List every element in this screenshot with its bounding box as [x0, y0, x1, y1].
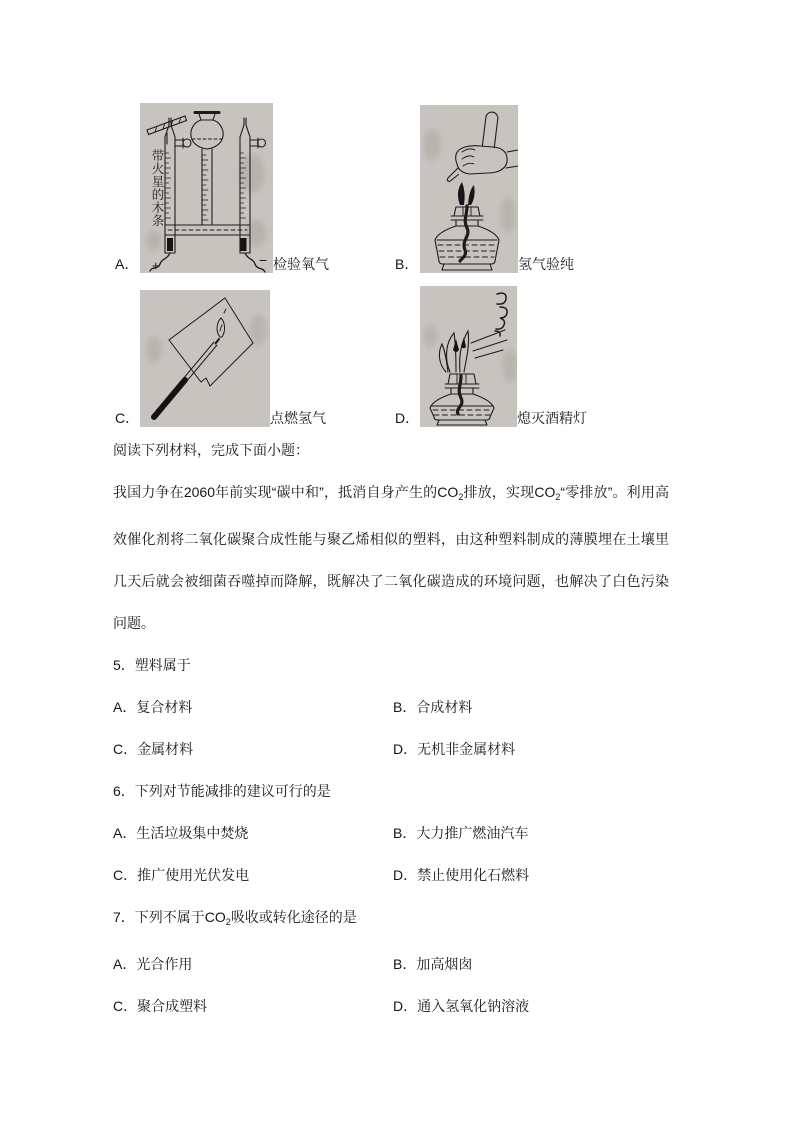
reading-paragraph — [113, 471, 669, 644]
question-7-option-a: A．光合作用 — [113, 956, 193, 972]
question-5-option-a: A．复合材料 — [113, 699, 193, 715]
figure-box-a — [140, 103, 273, 273]
question-5-options-row-2 — [113, 728, 669, 770]
text-block — [113, 429, 669, 1027]
electrode-plus-label: + — [152, 258, 160, 273]
figure-box-d — [420, 286, 517, 427]
figure-option-a — [113, 103, 393, 273]
question-5-option-d: D．无机非金属材料 — [393, 741, 516, 757]
question-5-option-b: B．合成材料 — [393, 699, 473, 715]
ignite-hydrogen-figure — [140, 290, 270, 427]
question-7-option-d: D．通入氢氧化钠溶液 — [393, 998, 530, 1014]
question-7-options-row-1 — [113, 943, 669, 985]
question-7-option-c: C．聚合成塑料 — [113, 998, 208, 1014]
option-letter-a: A． — [115, 256, 139, 272]
figure-caption-c: 点燃氢气 — [270, 410, 326, 426]
paragraph-segment: 排放，实现CO — [463, 484, 556, 500]
question-6-option-d: D．禁止使用化石燃料 — [393, 867, 530, 883]
figure-box-c — [140, 290, 270, 427]
question-6-option-c: C．推广使用光伏发电 — [113, 867, 250, 883]
figure-caption-d: 熄灭酒精灯 — [517, 410, 587, 426]
co2-subscript: 2 — [555, 492, 561, 502]
figure-box-b — [420, 105, 518, 273]
question-5-stem: 5．塑料属于 — [113, 657, 191, 673]
question-6-option-b: B．大力推广燃油汽车 — [393, 825, 529, 841]
glowing-splint-annotation: 带火星的木条 — [150, 149, 164, 227]
option-letter-d: D． — [395, 410, 420, 426]
question-7-option-b: B．加高烟囱 — [393, 956, 473, 972]
option-letter-c: C． — [115, 410, 140, 426]
figure-option-c — [113, 290, 393, 427]
question-5-options-row-1 — [113, 686, 669, 728]
electrode-minus-label: − — [259, 252, 268, 268]
figure-caption-a: 检验氧气 — [273, 256, 329, 272]
co2-subscript: 2 — [458, 492, 464, 502]
question-6-stem: 6．下列对节能减排的建议可行的是 — [113, 783, 331, 799]
option-letter-b: B． — [395, 256, 419, 272]
paragraph-segment: 我国力争在2060年前实现“碳中和”，抵消自身产生的CO — [113, 484, 459, 500]
question-6-options-row-2 — [113, 854, 669, 896]
paragraph-segment: “零排放”。利用高效催化剂将二氧化碳聚合成性能与聚乙烯相似的塑料，由这种塑料制成的薄膜埋在土壤里几天后就会被细菌吞噬掉而降解，既解决了二氧化碳造成的环境问题，也解决了白色污染问题。 — [113, 484, 670, 631]
extinguish-alcohol-lamp-figure — [420, 286, 517, 427]
question-6-option-a: A．生活垃圾集中焚烧 — [113, 825, 249, 841]
hydrogen-purity-test-figure — [420, 105, 518, 273]
question-7-stem — [113, 896, 669, 943]
figure-caption-b: 氢气验纯 — [518, 256, 574, 272]
question-7-options-row-2 — [113, 985, 669, 1027]
figure-options-row-1 — [113, 103, 574, 273]
co2-subscript: 2 — [225, 917, 231, 927]
figure-options-row-2 — [113, 286, 587, 427]
figure-option-d — [393, 286, 587, 427]
electrolysis-apparatus-figure — [140, 103, 273, 273]
stem-segment: 吸收或转化途径的是 — [230, 909, 357, 925]
question-6-options-row-1 — [113, 812, 669, 854]
figure-option-b — [393, 105, 574, 273]
question-5-option-c: C．金属材料 — [113, 741, 194, 757]
reading-instruction: 阅读下列材料，完成下面小题： — [113, 442, 309, 458]
stem-segment: 7．下列不属于CO — [113, 909, 226, 925]
